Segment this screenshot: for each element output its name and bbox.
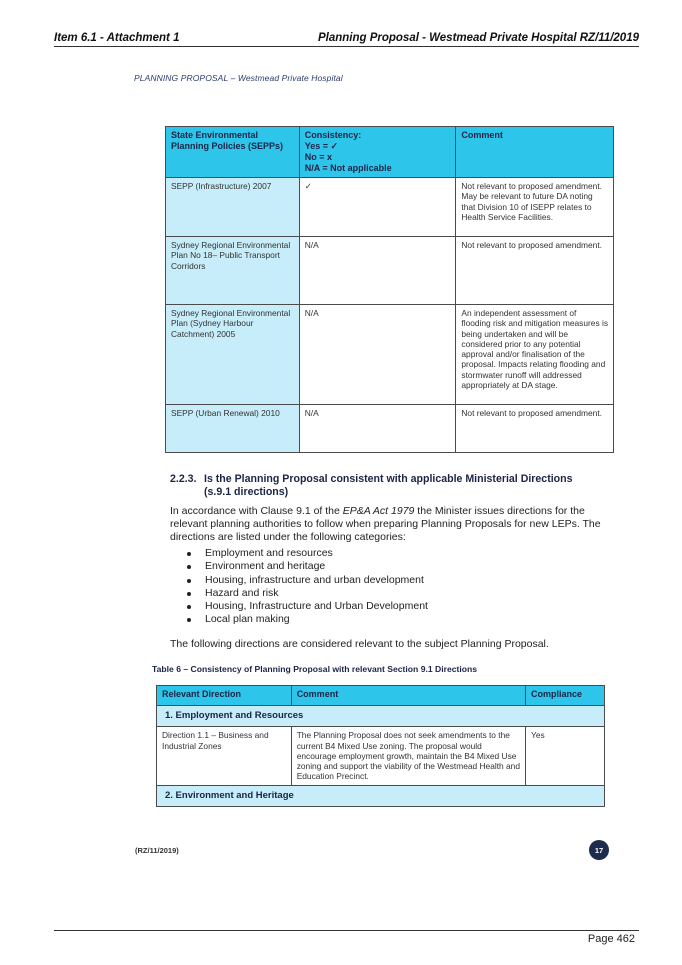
section-title-line2: (s.9.1 directions) [204, 486, 289, 498]
running-title: PLANNING PROPOSAL – Westmead Private Hospital [134, 73, 343, 83]
sepp-policy: Sydney Regional Environmental Plan (Sydney Harbour Catchment) 2005 [166, 305, 300, 405]
sepp-comment: An independent assessment of flooding risk and mitigation measures is being undertaken and will be considered prior to any potential approval and/or finalisation of the proposal. Impacts relating flooding and stormwater runoff will addressed appropriately at DA stage. [456, 305, 614, 405]
table-header-row [166, 127, 614, 178]
header-comment: Comment [291, 686, 525, 706]
bullet-icon [187, 618, 191, 622]
document-page-badge: 17 [589, 840, 609, 860]
sepp-consistency: ✓ [299, 178, 456, 237]
list-item: Hazard and risk [170, 587, 590, 600]
section-heading [170, 473, 610, 499]
list-item: Employment and resources [170, 547, 590, 560]
list-item: Environment and heritage [170, 560, 590, 573]
table-row [166, 405, 614, 453]
sepp-consistency: N/A [299, 305, 456, 405]
table-header-row [157, 686, 605, 706]
header-relevant-direction: Relevant Direction [157, 686, 292, 706]
bullet-icon [187, 565, 191, 569]
footer-reference: (RZ/11/2019) [135, 846, 179, 855]
ministerial-directions-table [156, 685, 605, 807]
header-attachment-label: Item 6.1 - Attachment 1 [54, 32, 180, 44]
table-row [166, 305, 614, 405]
footer-divider [54, 930, 639, 931]
header-compliance: Compliance [526, 686, 605, 706]
table-caption: Table 6 – Consistency of Planning Proposal with relevant Section 9.1 Directions [152, 664, 478, 674]
intro-text-end: the Minister issues directions for the relevant planning authorities to follow when preparing Planning Proposals for new LEPs. The directions are listed under the following categories: [170, 505, 601, 543]
bullet-icon [187, 605, 191, 609]
table-row [166, 237, 614, 305]
table-row [166, 178, 614, 237]
group-employment-resources: 1. Employment and Resources [157, 706, 605, 727]
bullet-icon [187, 579, 191, 583]
header-sepp: State Environmental Planning Policies (SEPPs) [166, 127, 300, 178]
consistency-na-legend: N/A = Not applicable [304, 163, 392, 173]
sepp-policy: SEPP (Urban Renewal) 2010 [166, 405, 300, 453]
list-item: Housing, infrastructure and urban development [170, 574, 590, 587]
section-title-line1: Is the Planning Proposal consistent with applicable Ministerial Directions [204, 473, 573, 485]
header-consistency [299, 127, 456, 178]
sepp-policy: SEPP (Infrastructure) 2007 [166, 178, 300, 237]
header-document-title: Planning Proposal - Westmead Private Hospital RZ/11/2019 [317, 32, 639, 44]
header-comment: Comment [456, 127, 614, 178]
intro-paragraph [170, 505, 615, 544]
direction-name: Direction 1.1 – Business and Industrial Zones [157, 727, 292, 785]
page-header [54, 30, 639, 47]
sepp-comment: Not relevant to proposed amendment. May be relevant to future DA noting that Division 10 of ISEPP relates to Health Service Facilities. [456, 178, 614, 237]
intro-text-start: In accordance with Clause 9.1 of the [170, 505, 343, 517]
sepp-consistency-table [165, 126, 614, 453]
sepp-policy: Sydney Regional Environmental Plan No 18– Public Transport Corridors [166, 237, 300, 305]
sepp-consistency: N/A [299, 237, 456, 305]
group-environment-heritage: 2. Environment and Heritage [157, 785, 605, 806]
sepp-consistency: N/A [299, 405, 456, 453]
list-item: Local plan making [170, 613, 590, 626]
sepp-comment: Not relevant to proposed amendment. [456, 405, 614, 453]
table-row [157, 727, 605, 785]
bullet-icon [187, 592, 191, 596]
sepp-comment: Not relevant to proposed amendment. [456, 237, 614, 305]
direction-categories-list [170, 547, 590, 627]
consistency-yes-legend: Yes = ✓ [304, 141, 339, 151]
consistency-title: Consistency: [304, 130, 362, 140]
section-number: 2.2.3. [170, 473, 197, 485]
direction-comment: The Planning Proposal does not seek amendments to the current B4 Mixed Use zoning. The proposal would encourage employment growth, maintain the B4 Mixed Use zoning and support the viability of the Westmead Health and Education Precinct. [291, 727, 525, 785]
direction-compliance: Yes [526, 727, 605, 785]
consistency-no-legend: No = x [304, 152, 333, 162]
list-item: Housing, Infrastructure and Urban Development [170, 600, 590, 613]
act-name: EP&A Act 1979 [342, 505, 415, 517]
page-number: Page 462 [587, 933, 635, 945]
relevant-directions-text: The following directions are considered relevant to the subject Planning Proposal. [170, 638, 549, 650]
group-row [157, 706, 605, 727]
bullet-icon [187, 552, 191, 556]
group-row [157, 785, 605, 806]
